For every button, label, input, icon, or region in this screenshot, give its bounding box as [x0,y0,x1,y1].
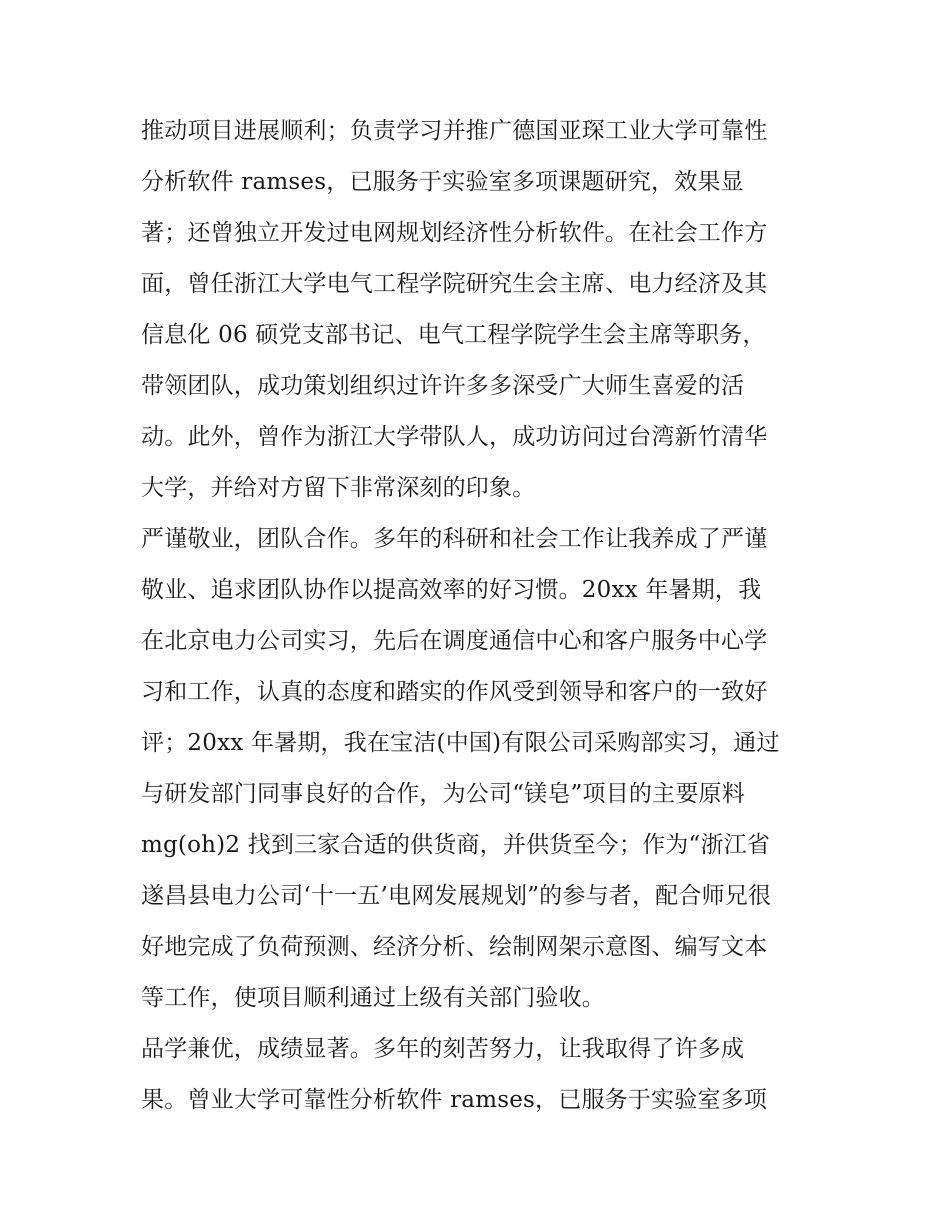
text-line-8: 大学，并给对方留下非常深刻的印象。 [141,475,536,501]
text-line-15: mg(oh)2 找到三家合适的供货商，并供货至今；作为“浙江省 [141,832,771,858]
text-line-19: 品学兼优，成绩显著。多年的刻苦努力，让我取得了许多成 [141,1036,745,1062]
text-line-18: 等工作，使项目顺利通过上级有关部门验收。 [141,985,605,1011]
text-line-11: 在北京电力公司实习，先后在调度通信中心和客户服务中心学 [141,628,768,654]
text-line-9: 严谨敬业，团队合作。多年的科研和社会工作让我养成了严谨 [141,526,768,552]
text-line-1: 推动项目进展顺利；负责学习并推广德国亚琛工业大学可靠性 [141,118,768,144]
text-line-20: 果。曾业大学可靠性分析软件 ramses，已服务于实验室多项 [141,1087,768,1113]
document-body [141,106,821,1126]
text-line-6: 带领团队，成功策划组织过许许多多深受广大师生喜爱的活 [141,373,745,399]
text-line-16: 遂昌县电力公司‘十一五’电网发展规划”的参与者，配合师兄很 [141,883,772,909]
text-line-14: 与研发部门同事良好的合作，为公司“镁皂”项目的主要原料 [141,781,745,807]
text-line-13: 评；20xx 年暑期，我在宝洁(中国)有限公司采购部实习，通过 [141,730,780,756]
text-line-10: 敬业、追求团队协作以提高效率的好习惯。20xx 年暑期，我 [141,577,762,603]
text-line-2: 分析软件 ramses，已服务于实验室多项课题研究，效果显 [141,169,744,195]
text-line-4: 面，曾任浙江大学电气工程学院研究生会主席、电力经济及其 [141,271,768,297]
text-line-7: 动。此外，曾作为浙江大学带队人，成功访问过台湾新竹清华 [141,424,768,450]
text-line-12: 习和工作，认真的态度和踏实的作风受到领导和客户的一致好 [141,679,768,705]
text-line-5: 信息化 06 硕党支部书记、电气工程学院学生会主席等职务， [141,322,766,348]
text-line-17: 好地完成了负荷预测、经济分析、绘制网架示意图、编写文本 [141,934,768,960]
text-line-3: 著；还曾独立开发过电网规划经济性分析软件。在社会工作方 [141,220,768,246]
